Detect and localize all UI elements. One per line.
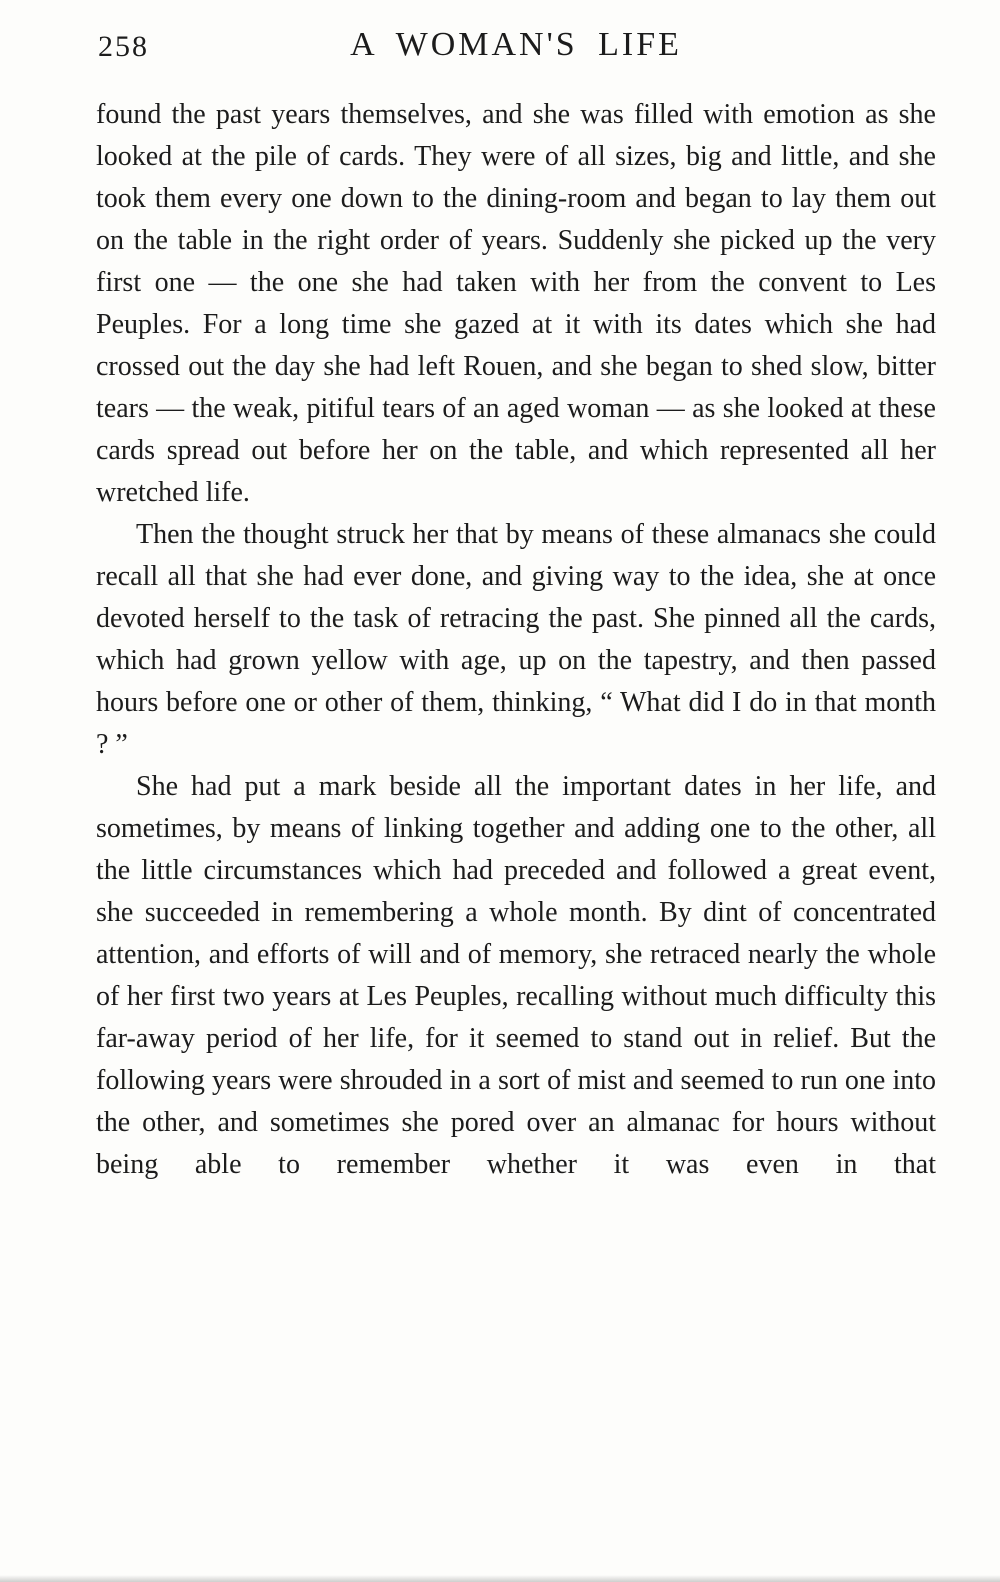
- paragraph: Then the thought struck her that by means of these almanacs she could recall all that she had ever done, and giving way to the idea, she at once devoted herself to the task of retracing the past. She pinned all the cards, which had grown yellow with age, up on the tapestry, and then passed hours before one or other of them, thinking, “ What did I do in that month ? ”: [96, 519, 936, 760]
- paragraph: She had put a mark beside all the important dates in her life, and sometimes, by means of linking together and adding one to the other, all the little circumstances which had preceded and followed a great event, she succeeded in remembering a whole month. By dint of concentrated attention, and efforts of will and of memory, she retraced nearly the whole of her first two years at Les Peuples, recalling without much difficulty this far-away period of her life, for it seemed to stand out in relief. But the following years were shrouded in a sort of mist and seemed to run one into the other, and sometimes she pored over an almanac for hours without being able to remember whether it was even in that: [96, 771, 936, 1180]
- page-header: [96, 22, 936, 84]
- page-number: 258: [98, 30, 149, 63]
- page-body: [96, 94, 936, 1186]
- running-title: A WOMAN'S LIFE: [350, 26, 682, 63]
- scan-bottom-edge: [0, 1575, 1000, 1582]
- paragraph: found the past years themselves, and she was filled with emotion as she looked at the pile of cards. They were of all sizes, big and little, and she took them every one down to the dining-room and began to lay them out on the table in the right order of years. Suddenly she picked up the very first one — the one she had taken with her from the convent to Les Peuples. For a long time she gazed at it with its dates which she had crossed out the day she had left Rouen, and she began to shed slow, bitter tears — the weak, pitiful tears of an aged woman — as she looked at these cards spread out before her on the table, and which represented all her wretched life.: [96, 99, 936, 508]
